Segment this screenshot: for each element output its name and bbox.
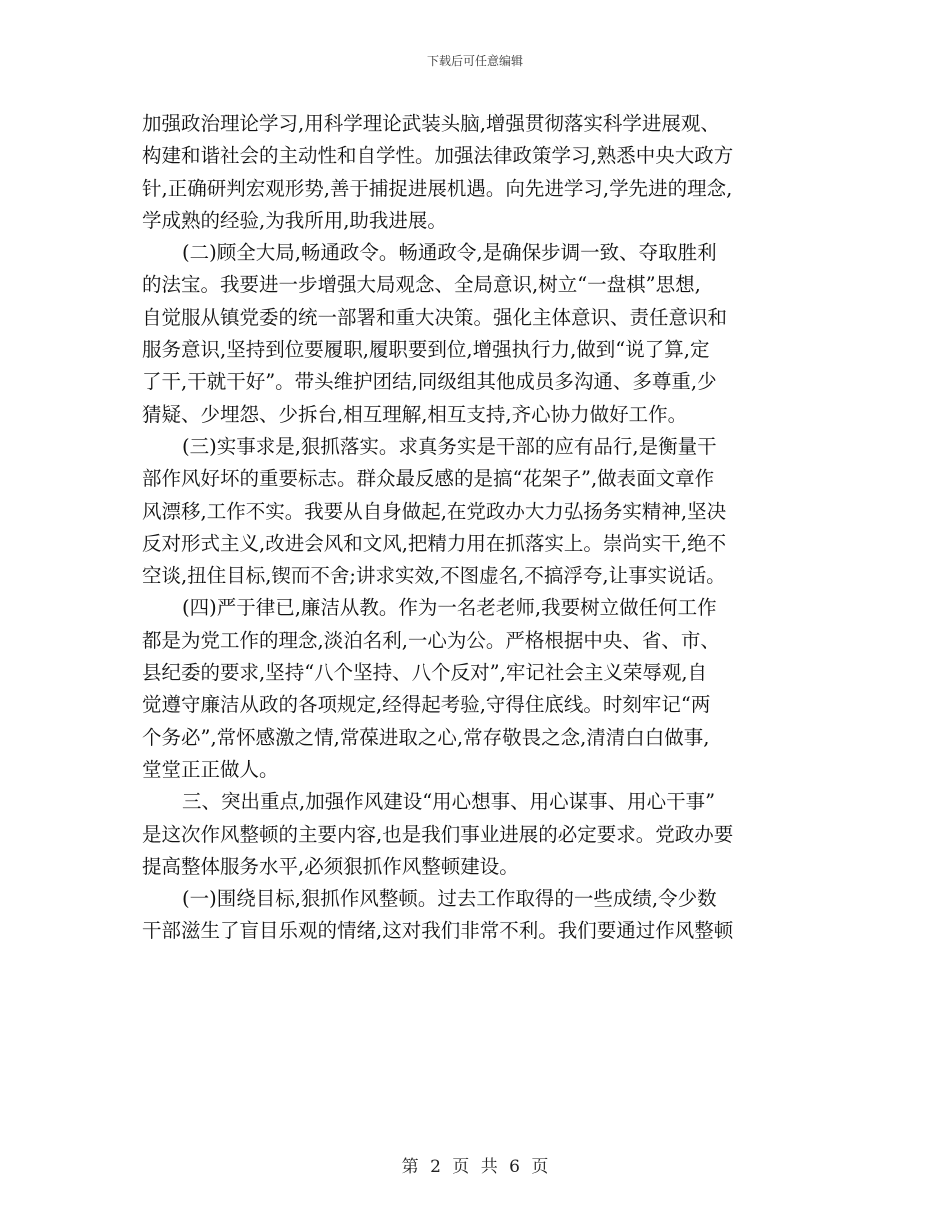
text-line: 针,正确研判宏观形势,善于捕捉进展机遇。向先进学习,学先进的理念, — [142, 176, 733, 200]
text-line: 猜疑、少埋怨、少拆台,相互理解,相互支持,齐心协力做好工作。 — [142, 402, 688, 426]
paragraph — [142, 431, 812, 592]
text-line: 堂堂正正做人。 — [142, 757, 279, 781]
paragraph — [142, 883, 812, 948]
text-line: 自觉服从镇党委的统一部署和重大决策。强化主体意识、责任意识和 — [142, 305, 728, 329]
text-line: 提高整体服务水平,必须狠抓作风整顿建设。 — [142, 854, 519, 878]
page-header: 下载后可任意编辑 — [426, 54, 523, 68]
text-line: (三)实事求是,狠抓落实。求真务实是干部的应有品行,是衡量干 — [182, 434, 717, 458]
text-line: 觉遵守廉洁从政的各项规定,经得起考验,守得住底线。时刻牢记“两 — [142, 693, 711, 717]
text-line: (四)严于律已,廉洁从教。作为一名老老师,我要树立做任何工作 — [182, 596, 717, 620]
text-line: 了干,干就干好”。带头维护团结,同级组其他成员多沟通、多尊重,少 — [142, 370, 717, 394]
paragraph — [142, 592, 812, 786]
page-footer: 第 2 页 共 6 页 — [401, 1157, 549, 1177]
text-line: 个务必”,常怀感激之情,常葆进取之心,常存敬畏之念,清清白白做事, — [142, 725, 710, 749]
text-line: 服务意识,坚持到位要履职,履职要到位,增强执行力,做到“说了算,定 — [142, 338, 710, 362]
text-line: (一)围绕目标,狠抓作风整顿。过去工作取得的一些成绩,令少数 — [182, 887, 717, 911]
text-line: 三、突出重点,加强作风建设“用心想事、用心谋事、用心干事” — [182, 790, 716, 814]
paragraph — [142, 108, 812, 237]
text-line: 的法宝。我要进一步增强大局观念、全局意识,树立“一盘棋”思想, — [142, 273, 701, 297]
text-line: 县纪委的要求,坚持“八个坚持、八个反对”,牢记社会主义荣辱观,自 — [142, 661, 708, 685]
text-line: 构建和谐社会的主动性和自学性。加强法律政策学习,熟悉中央大政方 — [142, 144, 734, 168]
text-line: 风漂移,工作不实。我要从自身做起,在党政办大力弘扬务实精神,坚决 — [142, 499, 727, 523]
paragraph — [142, 786, 812, 883]
paragraph — [142, 237, 812, 431]
text-line: 空谈,扭住目标,锲而不舍;讲求实效,不图虚名,不搞浮夸,让事实说话。 — [142, 564, 726, 588]
text-line: 反对形式主义,改进会风和文风,把精力用在抓落实上。崇尚实干,绝不 — [142, 531, 727, 555]
document-body — [142, 108, 812, 948]
text-line: 是这次作风整顿的主要内容,也是我们事业进展的必定要求。党政办要 — [142, 822, 734, 846]
text-line: 都是为党工作的理念,淡泊名利,一心为公。严格根据中央、省、市、 — [142, 628, 720, 652]
text-line: (二)顾全大局,畅通政令。畅通政令,是确保步调一致、夺取胜利 — [182, 241, 717, 265]
text-line: 学成熟的经验,为我所用,助我进展。 — [142, 208, 447, 232]
text-line: 干部滋生了盲目乐观的情绪,这对我们非常不利。我们要通过作风整顿 — [142, 919, 734, 943]
text-line: 加强政治理论学习,用科学理论武装头脑,增强贯彻落实科学进展观、 — [142, 112, 720, 135]
text-line: 部作风好坏的重要标志。群众最反感的是搞“花架子”,做表面文章作 — [142, 467, 715, 491]
